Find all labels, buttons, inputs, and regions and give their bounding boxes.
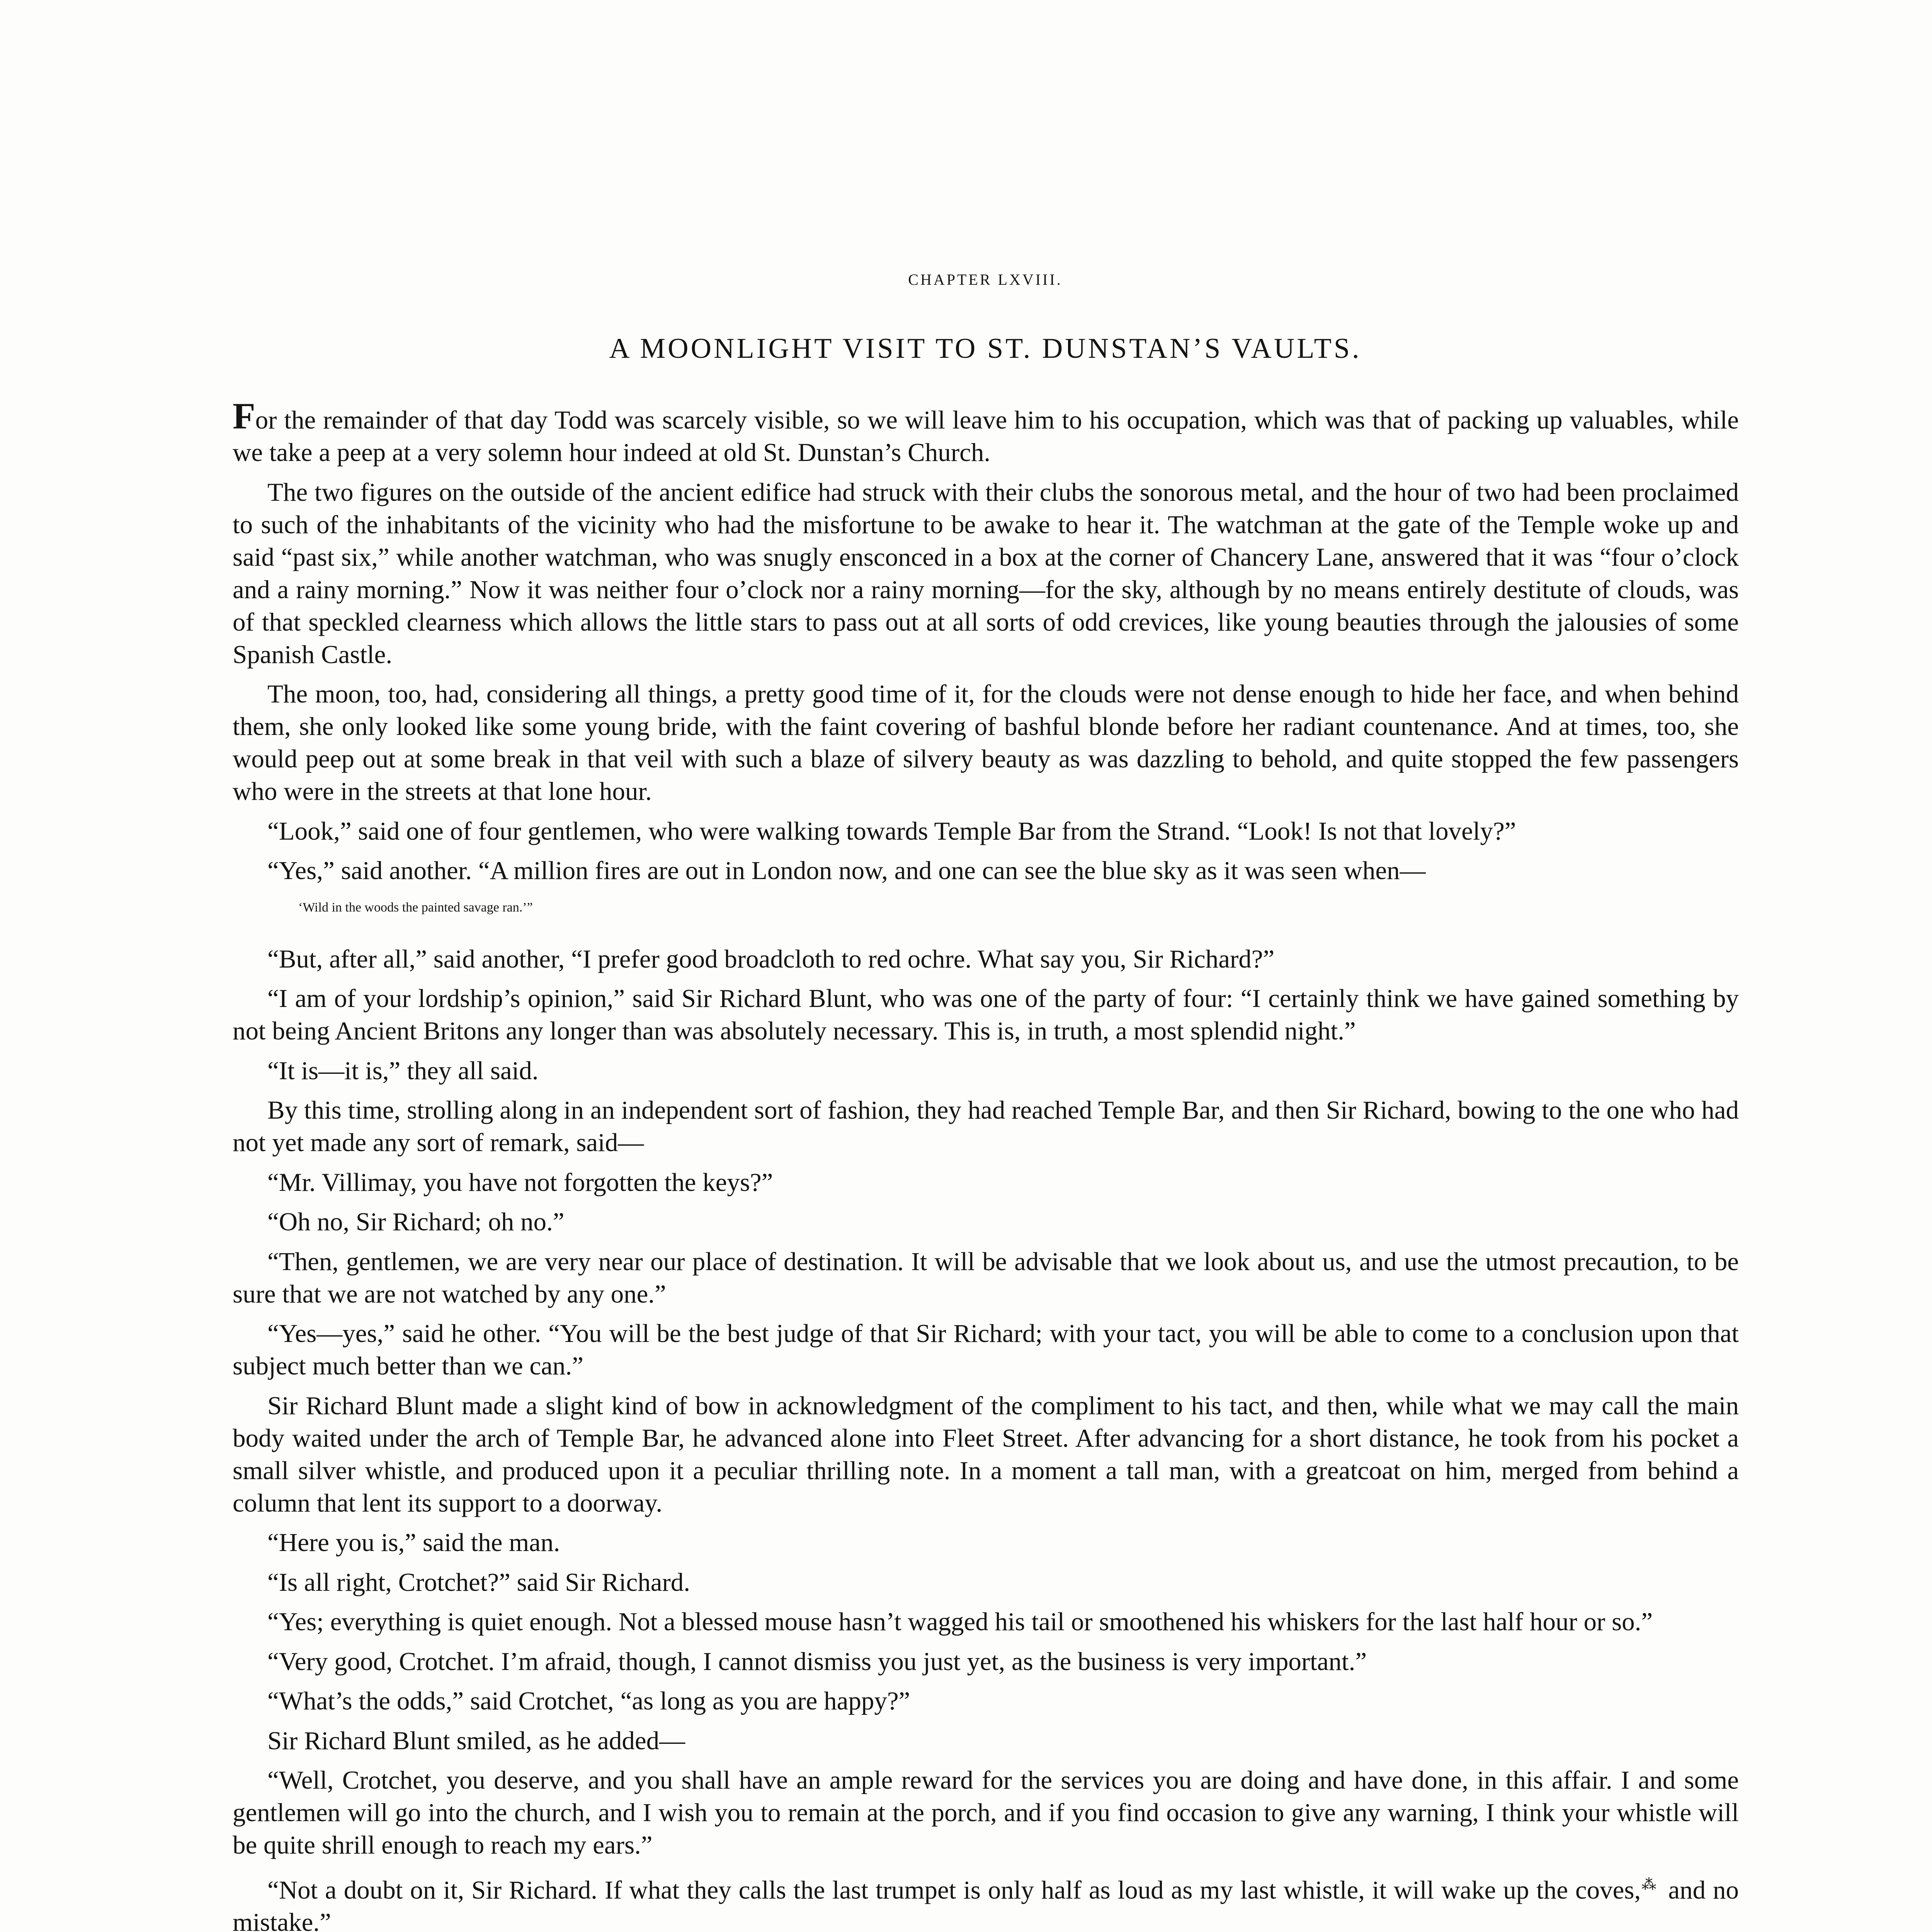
paragraph-text: and no mistake.”	[233, 1875, 1739, 1932]
paragraph: For the remainder of that day Todd was scarcely visible, so we will leave him to his occupation, which was that of packing up valuables, while we take a peep at a very solemn hour indeed at old St. Dunstan’s Church.	[233, 395, 1739, 467]
paragraph: “Then, gentlemen, we are very near our place of destination. It will be advisable that we look about us, and use the utmost precaution, to be sure that we are not watched by any one.”	[233, 1247, 1739, 1308]
paragraph: “But, after all,” said another, “I prefer good broadcloth to red ochre. What say you, Sir Richard?”	[267, 944, 1275, 973]
paragraph: Sir Richard Blunt smiled, as he added—	[267, 1726, 685, 1755]
paragraph: Sir Richard Blunt made a slight kind of bow in acknowledgment of the compliment to his tact, and then, while what we may call the main body waited under the arch of Temple Bar, he advanced alone into Fleet Street. After advancing for a short distance, he took from his pocket a small silver whistle, and produced upon it a peculiar thrilling note. In a moment a tall man, with a greatcoat on him, merged from behind a column that lent its support to a doorway.	[233, 1391, 1739, 1517]
paragraph: “I am of your lordship’s opinion,” said Sir Richard Blunt, who was one of the party of four: “I certainly think we have gained something by not being Ancient Britons any longer than was absolutely necessary. This is, in truth, a most splendid night.”	[233, 984, 1739, 1045]
paragraph: “Look,” said one of four gentlemen, who were walking towards Temple Bar from the Strand. “Look! Is not that lovely?”	[267, 816, 1516, 845]
paragraph: “Oh no, Sir Richard; oh no.”	[267, 1208, 565, 1236]
paragraph: By this time, strolling along in an independent sort of fashion, they had reached Temple Bar, and then Sir Richard, bowing to the one who had not yet made any sort of remark, said—	[233, 1096, 1739, 1157]
paragraph: “Yes,” said another. “A million fires are out in London now, and one can see the blue sky as it was seen when—	[267, 856, 1426, 885]
body-text	[233, 395, 1739, 1932]
paragraph: “What’s the odds,” said Crotchet, “as long as you are happy?”	[267, 1687, 910, 1715]
paragraph: The moon, too, had, considering all things, a pretty good time of it, for the clouds were not dense enough to hide her face, and when behind them, she only looked like some young bride, with the faint covering of bashful blonde before her radiant countenance. And at times, too, she would peep out at some break in that veil with such a blaze of silvery beauty as was dazzling to behold, and quite stopped the few passengers who were in the streets at that lone hour.	[233, 680, 1739, 806]
paragraph	[233, 1869, 1739, 1932]
paragraph: “Here you is,” said the man.	[267, 1528, 560, 1557]
paragraph: “Is all right, Crotchet?” said Sir Richard.	[267, 1568, 690, 1597]
verse-quotation: ‘Wild in the woods the painted savage ran.’”	[298, 900, 533, 915]
chapter-title: A MOONLIGHT VISIT TO ST. DUNSTAN’S VAULTS.	[609, 332, 1362, 364]
paragraph: “Yes; everything is quiet enough. Not a blessed mouse hasn’t wagged his tail or smoothened his whiskers for the last half hour or so.”	[267, 1607, 1653, 1636]
paragraph: The two figures on the outside of the ancient edifice had struck with their clubs the sonorous metal, and the hour of two had been proclaimed to such of the inhabitants of the vicinity who had the misfortune to be awake to hear it. The watchman at the gate of the Temple woke up and said “past six,” while another watchman, who was snugly ensconced in a box at the corner of Chancery Lane, answered that it was “four o’clock and a rainy morning.” Now it was neither four o’clock nor a rainy morning—for the sky, although by no means entirely destitute of clouds, was of that speckled clearness which allows the little stars to pass out at all sorts of odd crevices, like young beauties through the jalousies of some Spanish Castle.	[233, 478, 1739, 669]
paragraph: “It is—it is,” they all said.	[267, 1056, 539, 1085]
paragraph: “Yes—yes,” said he other. “You will be the best judge of that Sir Richard; with your tact, you will be able to come to a conclusion upon that subject much better than we can.”	[233, 1319, 1739, 1380]
paragraph: “Well, Crotchet, you deserve, and you shall have an ample reward for the services you are doing and have done, in this affair. I and some gentlemen will go into the church, and I wish you to remain at the porch, and if you find occasion to give any warning, I think your whistle will be quite shrill enough to reach my ears.”	[233, 1766, 1739, 1859]
paragraph: “Very good, Crotchet. I’m afraid, though, I cannot dismiss you just yet, as the business is very important.”	[267, 1647, 1367, 1676]
paragraph-text: “Not a doubt on it, Sir Richard. If what they calls the last trumpet is only half as loud as my last whistle, it will wake up the coves,	[267, 1875, 1641, 1904]
chapter-number: CHAPTER LXVIII.	[908, 271, 1063, 288]
footnote-marker: ⁂	[1641, 1876, 1657, 1893]
paragraph: “Mr. Villimay, you have not forgotten the keys?”	[267, 1168, 773, 1197]
